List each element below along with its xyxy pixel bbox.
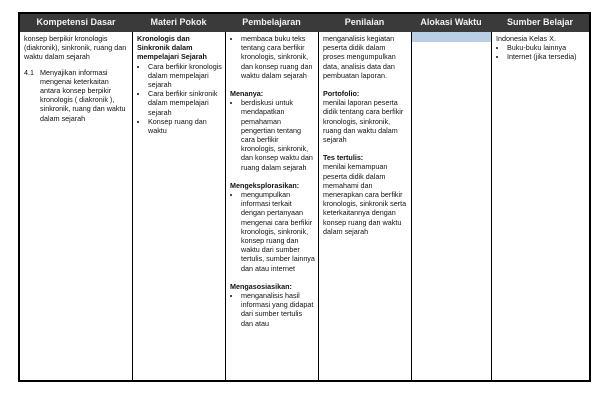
list-item: • Konsep ruang dan waktu — [148, 117, 222, 135]
kd-continuation-text: konsep berpikir kronologis (diakronik), sinkronik, ruang dan waktu dalam sejarah — [24, 34, 127, 62]
materi-heading: Kronologis dan Sinkronik dalam mempelajari Sejarah — [137, 34, 207, 62]
tes-tertulis-label: Tes tertulis: — [323, 153, 364, 163]
portofolio-label: Portofolio: — [323, 89, 360, 99]
kompetensi-dasar-cell — [20, 32, 132, 380]
sumber-belajar-cell — [491, 32, 589, 380]
list-item: • Cara berfikir kronologis dalam mempelajari sejarah — [148, 62, 222, 90]
alokasi-highlight — [412, 32, 491, 42]
alokasi-waktu-cell — [411, 32, 491, 380]
list-item: • Internet (jika tersedia) — [507, 52, 586, 61]
mengeksplorasikan-label: Mengeksplorasikan: — [230, 180, 300, 190]
kd-item — [24, 68, 129, 123]
menanya-list — [230, 98, 315, 172]
header-penilaian: Penilaian — [318, 14, 411, 32]
list-item: • mengumpulkan informasi terkait dengan pertanyaan mengenai cara berfikir kronologis, sinkronik, konsep ruang dan waktu dari sumber tertulis, sumber lainnya dan atau internet — [241, 190, 315, 273]
list-item: • menganalisis hasil informasi yang didapat dari sumber tertulis dan atau — [241, 291, 315, 328]
menanya-label: Menanya: — [230, 89, 264, 99]
materi-list — [137, 62, 222, 136]
sumber-list — [496, 43, 586, 61]
portofolio-text: menilai laporan peserta didik tentang cara berfikir kronologis, sinkronik, ruang dan waktu dalam sejarah — [323, 98, 404, 145]
penilaian-cell — [318, 32, 411, 380]
mengasosiasikan-label: Mengasosiasikan: — [230, 281, 292, 291]
header-materi-pokok: Materi Pokok — [132, 14, 225, 32]
penilaian-continuation-text: menganalisis kegiatan peserta didik dalam proses mengumpulkan data, analisis data dan pembuatan laporan. — [323, 34, 396, 80]
mengasosiasikan-list — [230, 291, 315, 328]
pembelajaran-intro-list — [230, 34, 315, 80]
mengeksplorasikan-list — [230, 190, 315, 273]
materi-pokok-cell — [132, 32, 225, 380]
header-alokasi-waktu: Alokasi Waktu — [411, 14, 491, 32]
list-item: • Cara berfikir sinkronik dalam mempelajari sejarah — [148, 89, 222, 117]
list-item: • berdiskusi untuk mendapatkan pemahaman pengertian tentang cara berfikir kronologis, sinkronik, dan konsep waktu dan ruang dalam sejarah — [241, 98, 315, 172]
list-item: • Buku-buku lainnya — [507, 43, 586, 52]
header-kompetensi-dasar: Kompetensi Dasar — [20, 14, 132, 32]
pembelajaran-cell — [225, 32, 318, 380]
kd-number: 4.1 — [24, 67, 34, 77]
tes-tertulis-text: menilai kemampuan peserta didik dalam memahami dan menerapkan cara berfikir kronologis, sinkronik serta keterkaitannya dengan konsep ruang dan waktu dalam sejarah — [323, 162, 407, 236]
kd-text: Menyajikan informasi mengenai keterkaitan antara konsep berpikir kronologis ( diakronik ), sinkronik, ruang dan waktu dalam sejarah — [40, 67, 126, 123]
list-item: • membaca buku teks tentang cara berfikir kronologis, sinkronik, dan konsep ruang dan waktu dalam sejarah — [241, 34, 315, 80]
sumber-continuation-text: Indonesia Kelas X. — [496, 34, 556, 43]
syllabus-table — [18, 12, 591, 382]
header-sumber-belajar: Sumber Belajar — [491, 14, 589, 32]
header-pembelajaran: Pembelajaran — [225, 14, 318, 32]
